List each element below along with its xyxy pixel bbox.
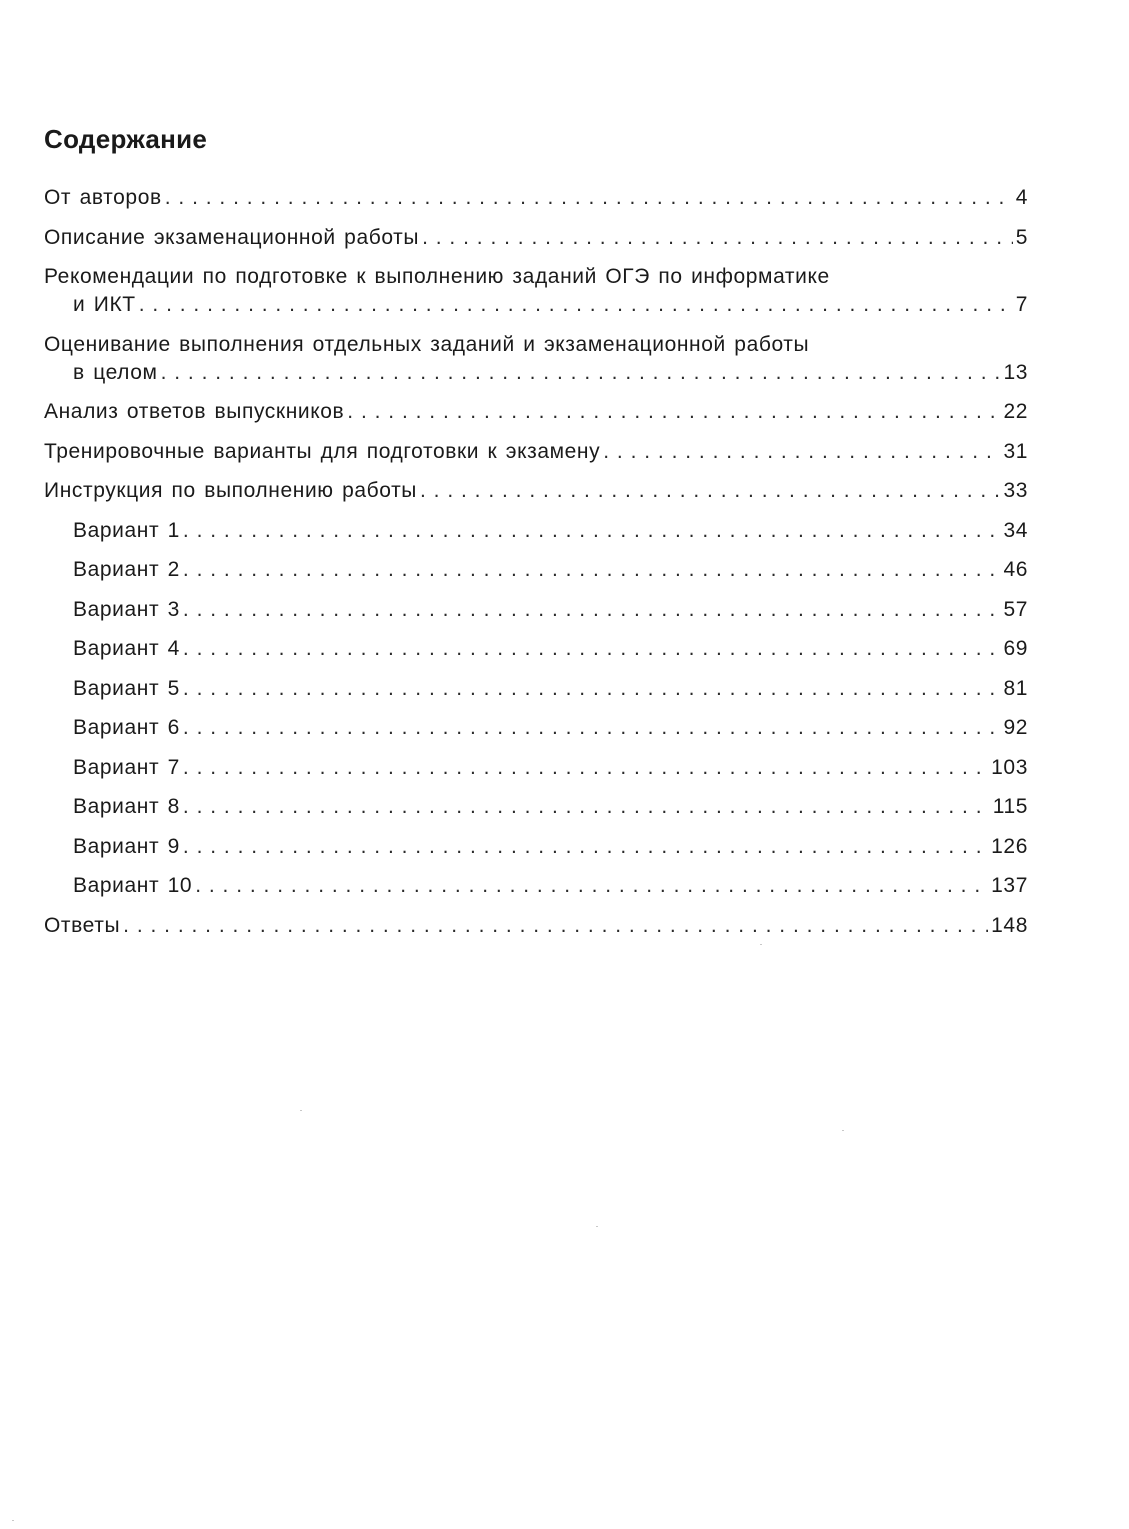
toc-entry-line <box>73 556 1028 584</box>
toc-page-number: 103 <box>991 755 1028 779</box>
toc-entry-line <box>73 793 1028 821</box>
toc-page-number: 33 <box>1003 479 1028 502</box>
toc-page-number: 115 <box>992 795 1028 818</box>
toc-page-number: 46 <box>1003 558 1028 581</box>
toc-entry-label: Вариант 1 <box>73 518 180 542</box>
toc-subentry <box>44 754 1028 782</box>
dot-leader <box>183 556 1001 584</box>
scan-speck <box>300 1110 302 1111</box>
toc-subentry <box>44 793 1028 821</box>
toc-entry-label: Вариант 9 <box>73 834 180 858</box>
toc-entry <box>44 263 1028 319</box>
toc-subentry <box>44 872 1028 900</box>
toc-entry-line <box>73 675 1028 703</box>
toc-page-number: 81 <box>1003 676 1028 700</box>
table-of-contents <box>44 184 1028 951</box>
toc-page-number: 57 <box>1003 597 1028 621</box>
toc-entry-label: Инструкция по выполнению работы <box>44 479 417 502</box>
toc-page-number: 13 <box>1003 360 1028 384</box>
toc-entry-line <box>73 833 1028 861</box>
toc-page-number: 137 <box>991 874 1028 897</box>
toc-entry-line <box>44 438 1028 466</box>
toc-entry-line <box>44 398 1028 426</box>
toc-entry-label: Вариант 10 <box>73 874 193 897</box>
toc-entry-label-line: Оценивание выполнения отдельных заданий и экзаменационной работы <box>44 332 810 356</box>
toc-entry-label: Вариант 5 <box>73 676 180 700</box>
toc-entry-label: Вариант 7 <box>73 755 180 779</box>
toc-entry-label: Вариант 6 <box>73 716 180 739</box>
toc-entry-line <box>73 754 1028 782</box>
dot-leader <box>139 291 1013 319</box>
toc-entry-line <box>73 635 1028 663</box>
toc-entry-line <box>44 359 1028 387</box>
dot-leader <box>422 224 1013 252</box>
dot-leader <box>183 635 1001 663</box>
scan-speck <box>842 1130 844 1131</box>
dot-leader <box>195 872 988 900</box>
toc-subentry <box>44 675 1028 703</box>
dot-leader <box>603 438 1000 466</box>
dot-leader <box>420 477 1000 505</box>
toc-entry-label: Вариант 3 <box>73 597 180 621</box>
toc-entry-line <box>44 224 1028 252</box>
toc-subentry <box>44 833 1028 861</box>
toc-entry <box>44 184 1028 212</box>
toc-page-number: 34 <box>1003 518 1028 542</box>
dot-leader <box>165 184 1013 212</box>
toc-entry-line <box>44 912 1028 940</box>
toc-page-number: 92 <box>1003 716 1028 739</box>
toc-subentry <box>44 635 1028 663</box>
toc-subentry <box>44 596 1028 624</box>
toc-entry <box>44 912 1028 940</box>
toc-entry <box>44 398 1028 426</box>
scan-speck <box>596 1226 598 1227</box>
dot-leader <box>183 833 988 861</box>
toc-entry-label-line: Рекомендации по подготовке к выполнению заданий ОГЭ по информатике <box>44 265 830 288</box>
toc-page-number: 31 <box>1003 439 1028 463</box>
toc-entry-label: Вариант 2 <box>73 558 180 581</box>
toc-entry-label: в целом <box>73 360 158 384</box>
toc-entry-line <box>73 517 1028 545</box>
toc-entry-label: и ИКТ <box>73 293 136 316</box>
toc-page-number: 5 <box>1015 225 1028 249</box>
toc-entry <box>44 331 1028 387</box>
toc-entry-label: Вариант 4 <box>73 637 180 660</box>
toc-entry-label: Ответы <box>44 913 121 937</box>
toc-entry-line <box>73 872 1028 900</box>
toc-page-number: 126 <box>991 834 1028 858</box>
toc-entry <box>44 224 1028 252</box>
dot-leader <box>161 359 1001 387</box>
toc-subentry <box>44 517 1028 545</box>
toc-entry-line <box>73 714 1028 742</box>
toc-entry <box>44 438 1028 466</box>
toc-entry-line <box>73 596 1028 624</box>
dot-leader <box>183 517 1001 545</box>
toc-subentry <box>44 556 1028 584</box>
scan-speck <box>760 944 762 945</box>
dot-leader <box>183 754 988 782</box>
toc-page-number: 7 <box>1015 293 1028 316</box>
toc-entry-line <box>44 291 1028 319</box>
toc-page-number: 69 <box>1003 637 1028 660</box>
toc-entry-label: Вариант 8 <box>73 795 180 818</box>
toc-page-number: 22 <box>1003 400 1028 423</box>
dot-leader <box>183 596 1001 624</box>
dot-leader <box>183 675 1001 703</box>
toc-entry-label: От авторов <box>44 186 162 209</box>
toc-entry-label: Анализ ответов выпускников <box>44 400 345 423</box>
toc-entry-line <box>44 184 1028 212</box>
toc-subentry <box>44 714 1028 742</box>
toc-entry-line <box>44 477 1028 505</box>
page-title: Содержание <box>44 124 208 154</box>
dot-leader <box>347 398 1000 426</box>
toc-entry-label: Описание экзаменационной работы <box>44 225 420 249</box>
dot-leader <box>183 714 1001 742</box>
toc-page-number: 148 <box>991 913 1028 937</box>
scan-speck <box>12 1520 14 1521</box>
dot-leader <box>183 793 990 821</box>
toc-entry <box>44 477 1028 505</box>
dot-leader <box>123 912 988 940</box>
toc-entry-label: Тренировочные варианты для подготовки к экзамену <box>44 439 601 463</box>
toc-page-number: 4 <box>1015 186 1028 209</box>
